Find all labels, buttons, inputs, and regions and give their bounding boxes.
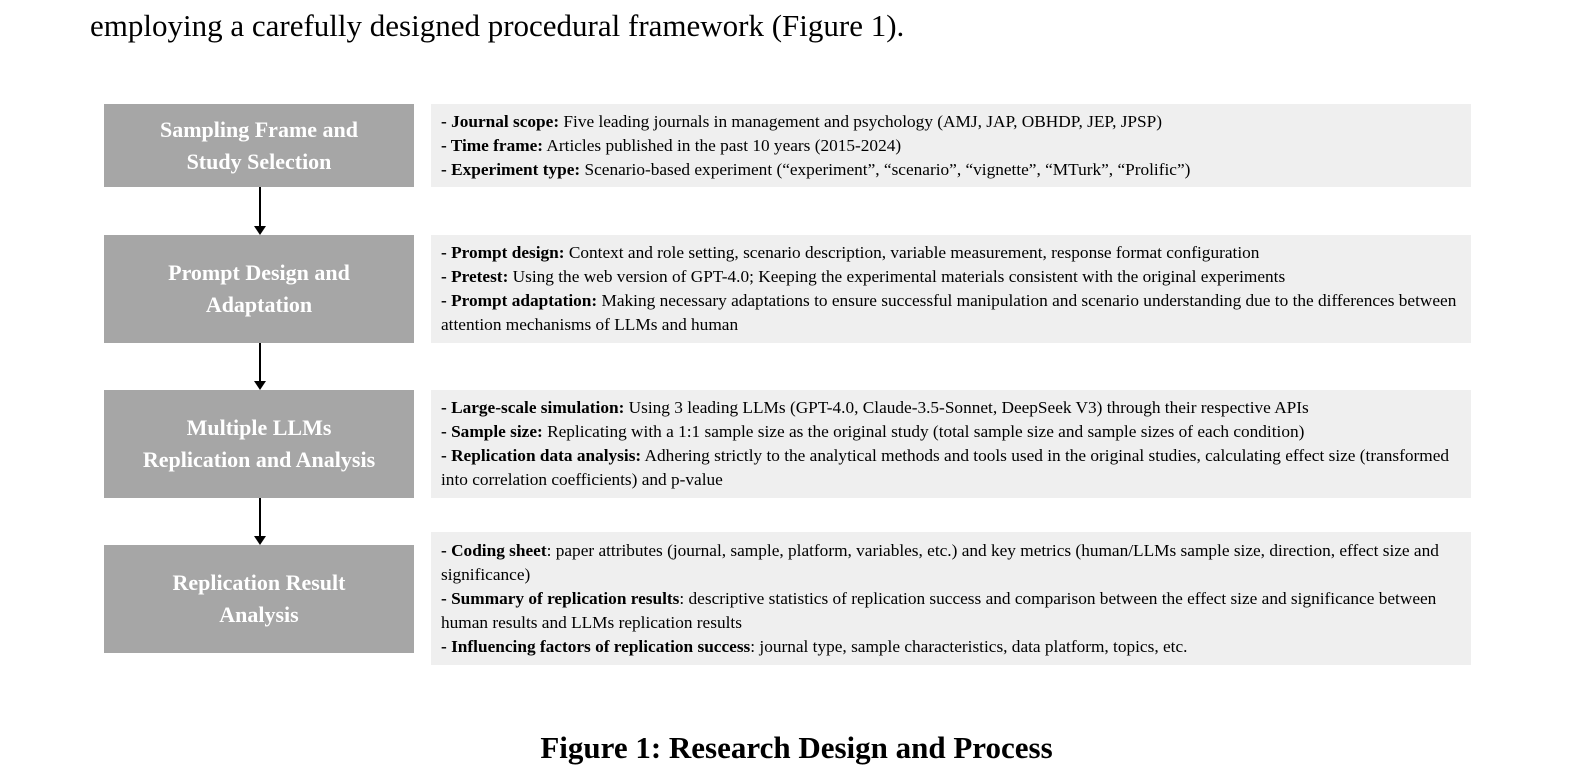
detail-item xyxy=(441,635,1461,659)
detail-label: - Prompt design: xyxy=(441,243,565,262)
down-arrow-icon xyxy=(259,343,261,388)
detail-text: Articles published in the past 10 years (2015-2024) xyxy=(543,135,902,155)
detail-item xyxy=(441,539,1461,587)
detail-label: - Sample size: xyxy=(441,422,543,441)
down-arrow-icon xyxy=(259,498,261,543)
detail-label: - Journal scope: xyxy=(441,111,560,131)
detail-box-llm-replication xyxy=(431,390,1471,498)
detail-text: Adhering strictly to the analytical methods and tools used in the original studies, calculating effect size (transformed into correlation coefficients) and p-value xyxy=(441,446,1450,489)
stage-title-line: Multiple LLMs xyxy=(186,415,332,440)
detail-text: Five leading journals in management and psychology (AMJ, JAP, OBHDP, JEP, JPSP) xyxy=(559,111,1163,131)
detail-box-sampling xyxy=(431,104,1471,187)
stage-title-line: Analysis xyxy=(219,602,299,627)
detail-label: - Influencing factors of replication success xyxy=(441,636,751,656)
detail-text: Replicating with a 1:1 sample size as the original study (total sample size and sample sizes of each condition) xyxy=(542,422,1305,441)
stage-title-line: Sampling Frame and xyxy=(159,116,359,142)
stage-title-line: Study Selection xyxy=(186,148,332,174)
detail-text: Making necessary adaptations to ensure successful manipulation and scenario understanding due to the differences between attention mechanisms of LLMs and human xyxy=(441,291,1457,334)
stage-title-line: Prompt Design and xyxy=(168,260,350,285)
detail-text: Context and role setting, scenario description, variable measurement, response format configuration xyxy=(564,243,1260,262)
stage-title-line: Replication Result xyxy=(172,570,346,595)
detail-label: - Replication data analysis: xyxy=(441,446,642,465)
stage-box-sampling xyxy=(104,104,414,187)
stage-title-line: Replication and Analysis xyxy=(142,447,376,472)
detail-label: - Prompt adaptation: xyxy=(441,291,598,310)
detail-item xyxy=(441,587,1461,635)
detail-item xyxy=(441,110,1461,134)
detail-item xyxy=(441,134,1461,158)
detail-label: - Summary of replication results xyxy=(441,588,680,608)
detail-label: - Large-scale simulation: xyxy=(441,398,625,417)
stage-box-llm-replication xyxy=(104,390,414,498)
detail-label: - Time frame: xyxy=(441,135,544,155)
detail-text: : journal type, sample characteristics, data platform, topics, etc. xyxy=(750,636,1188,656)
detail-item xyxy=(441,289,1461,337)
detail-label: - Experiment type: xyxy=(441,159,581,179)
detail-text: : descriptive statistics of replication success and comparison between the effect size and significance between human results and LLMs replication results xyxy=(441,588,1437,632)
detail-text: : paper attributes (journal, sample, platform, variables, etc.) and key metrics (human/LLMs sample size, direction, effect size and significance) xyxy=(441,540,1439,584)
detail-item xyxy=(441,396,1461,420)
stage-box-prompt-design xyxy=(104,235,414,343)
detail-label: - Pretest: xyxy=(441,267,509,286)
detail-text: Using 3 leading LLMs (GPT-4.0, Claude-3.5-Sonnet, DeepSeek V3) through their respective APIs xyxy=(624,398,1309,417)
detail-item xyxy=(441,420,1461,444)
detail-text: Scenario-based experiment (“experiment”, “scenario”, “vignette”, “MTurk”, “Prolific”) xyxy=(580,159,1191,179)
figure-caption: Figure 1: Research Design and Process xyxy=(540,730,1053,765)
detail-item xyxy=(441,158,1461,182)
detail-text: Using the web version of GPT-4.0; Keeping the experimental materials consistent with the original experiments xyxy=(508,267,1286,286)
down-arrow-icon xyxy=(259,187,261,233)
detail-item xyxy=(441,444,1461,492)
detail-item xyxy=(441,241,1461,265)
detail-box-result-analysis xyxy=(431,532,1471,665)
intro-text: employing a carefully designed procedural framework (Figure 1). xyxy=(90,8,905,43)
stage-box-result-analysis xyxy=(104,545,414,653)
detail-item xyxy=(441,265,1461,289)
detail-label: - Coding sheet xyxy=(441,540,547,560)
detail-box-prompt-design xyxy=(431,235,1471,343)
stage-title-line: Adaptation xyxy=(205,292,313,317)
